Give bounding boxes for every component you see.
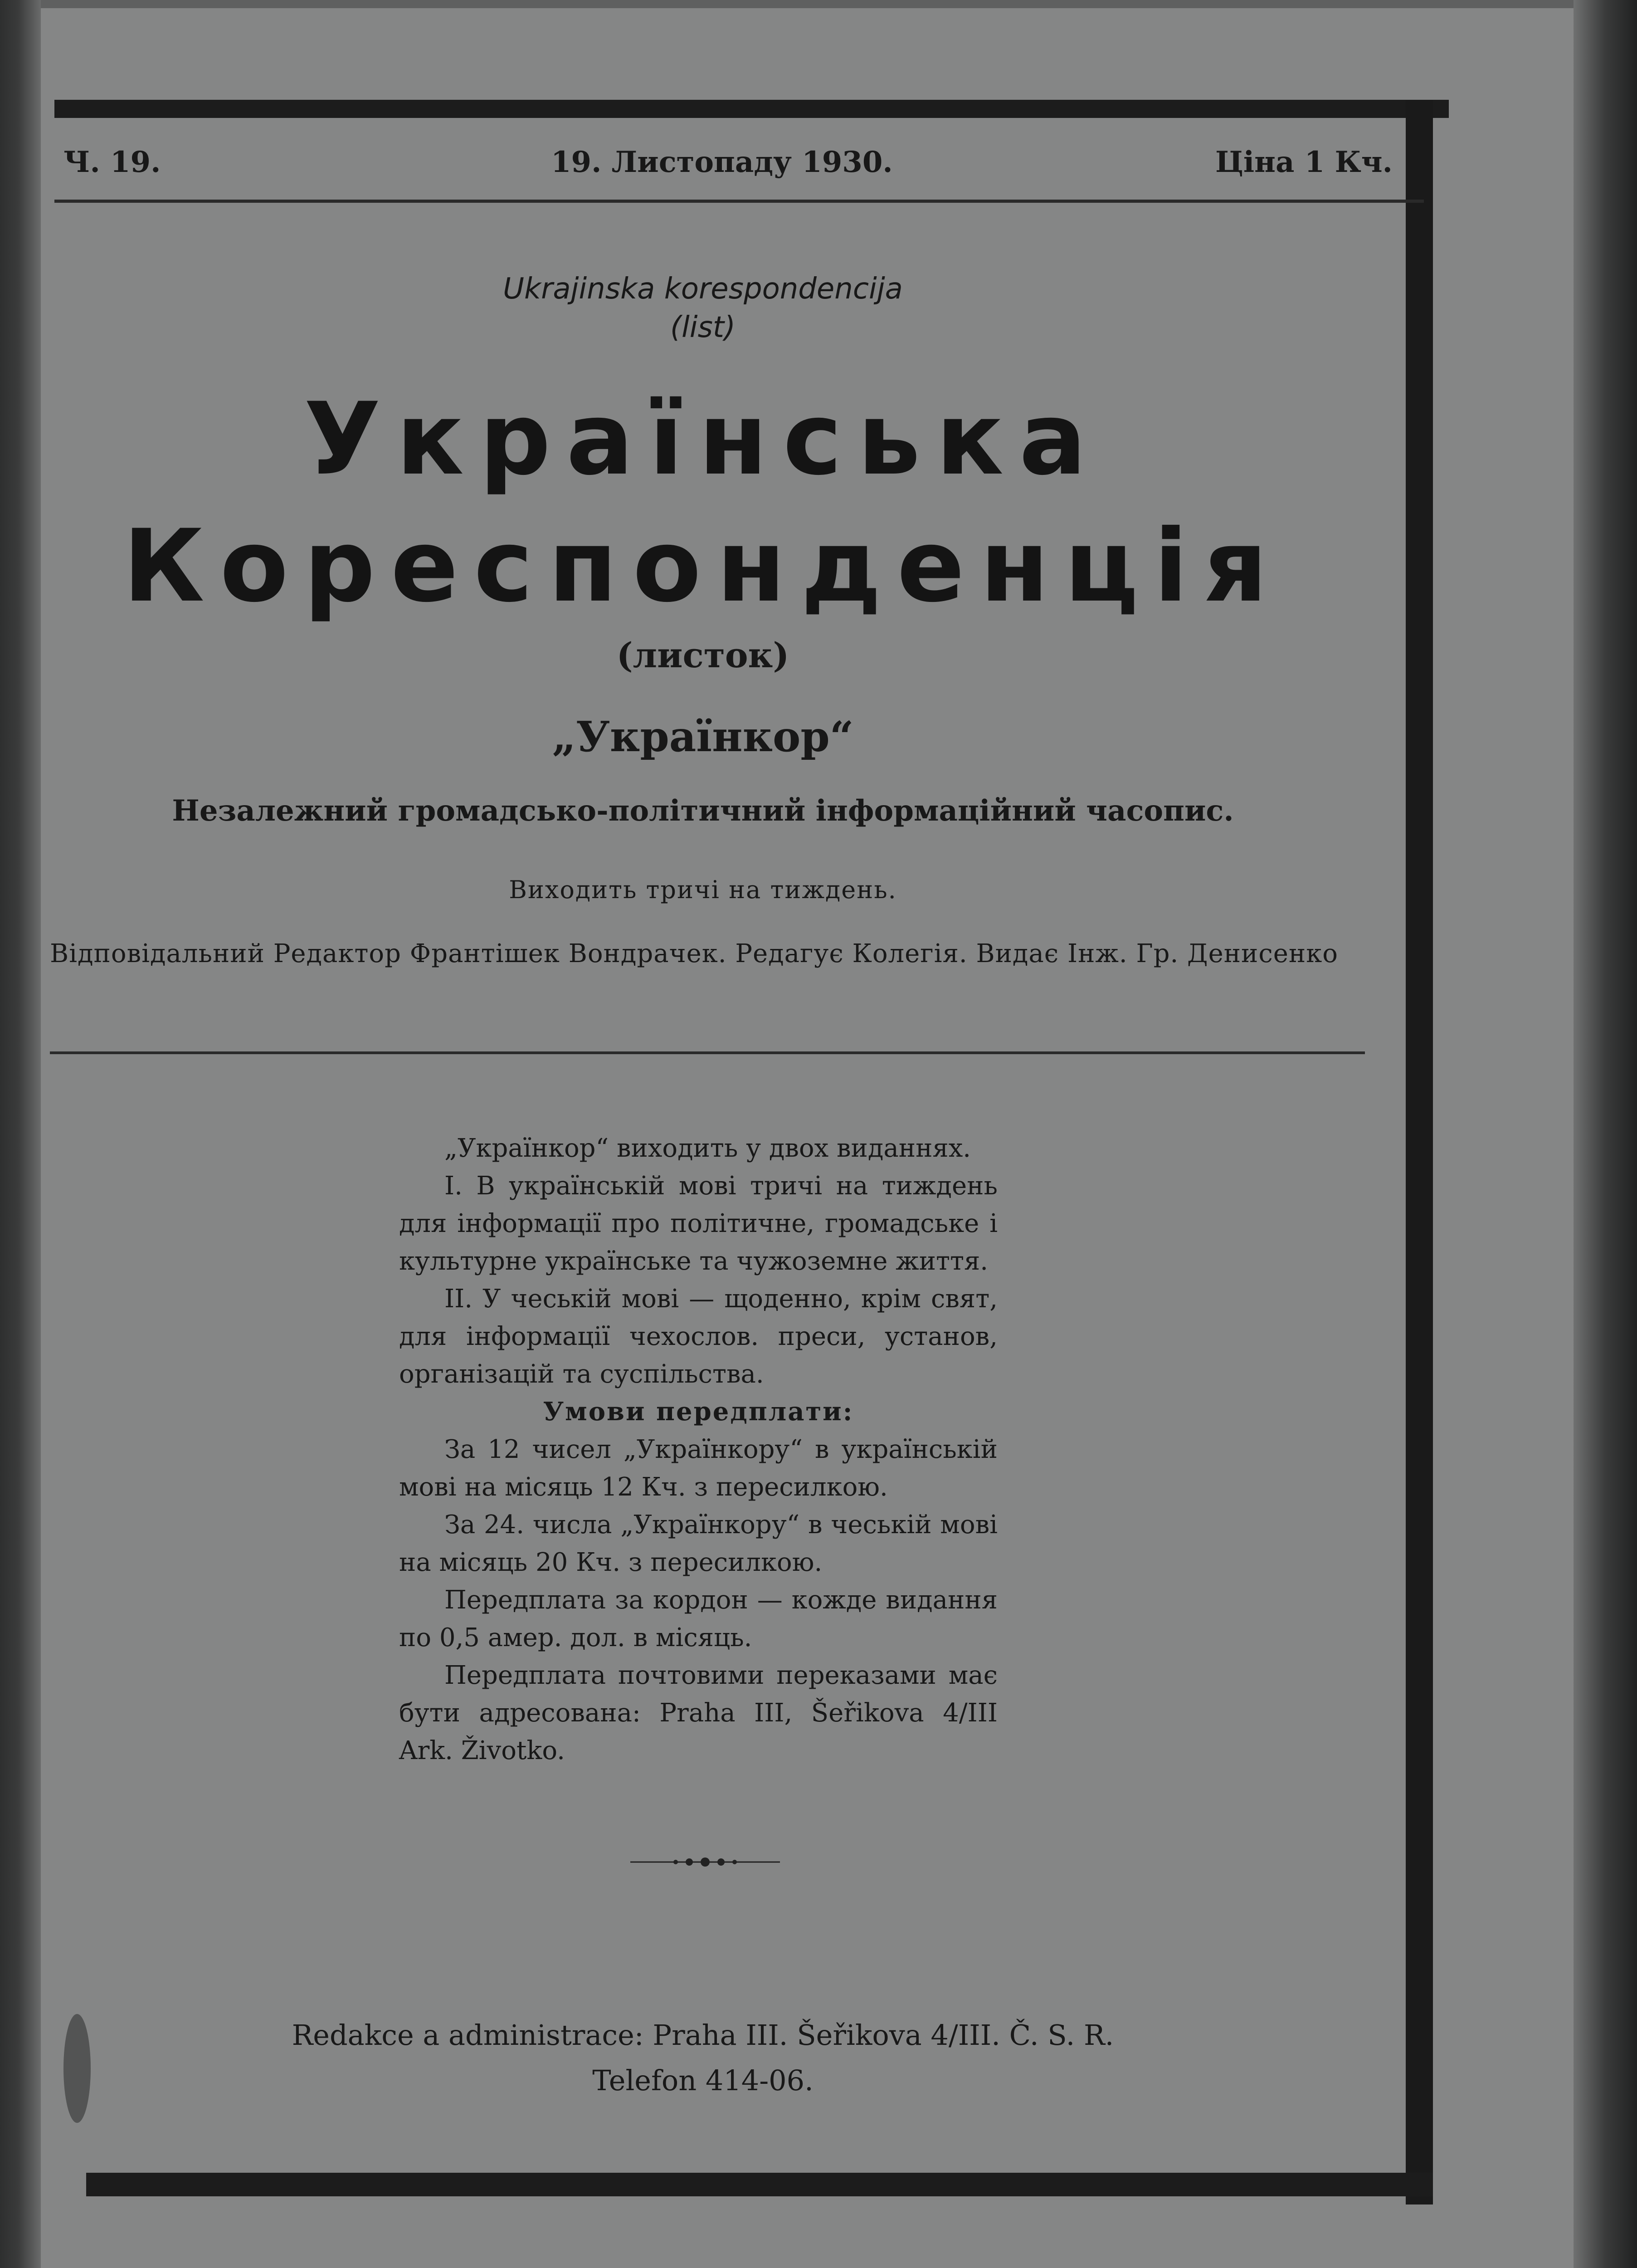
frame-top-border — [54, 100, 1449, 118]
masthead-title-line1: Українська — [304, 381, 1102, 497]
latin-title: Ukrajinska korespondencija — [503, 272, 903, 306]
scan-shadow-mark — [63, 2014, 91, 2123]
issue-price: Ціна 1 Кч. — [1215, 145, 1393, 179]
section-divider — [50, 1051, 1365, 1054]
masthead-subtitle: (листок) — [616, 635, 789, 675]
scan-right-edge — [1574, 0, 1637, 2268]
condition-4-paragraph: Передплата почтовими переказами має бути адресована: Praha III, Šeřikova 4/III Ark. Životko. — [399, 1661, 998, 1765]
masthead-description: Незалежний громадсько-політичний інформаційний часопис. — [172, 794, 1234, 828]
masthead-short-name: „Українкор“ — [552, 712, 854, 761]
issue-number: Ч. 19. — [63, 145, 161, 179]
edition-1-paragraph: I. В українській мові тричі на тиждень для інформації про політичне, громадське і культурне українське та чужоземне життя. — [399, 1171, 998, 1276]
frame-right-border — [1406, 100, 1433, 2204]
conditions-heading: Умови передплати: — [543, 1397, 854, 1427]
frame-bottom-border — [86, 2173, 1433, 2196]
subscription-info — [399, 1129, 998, 1769]
condition-2-paragraph: За 24. числа „Українкору“ в чеській мові на місяць 20 Кч. з пересилкою. — [399, 1510, 998, 1577]
edition-2-paragraph: II. У чеській мові — щоденно, крім свят, для інформації чехослов. преси, установ, організацій та суспільства. — [399, 1284, 998, 1389]
condition-3-paragraph: Передплата за кордон — кожде видання по 0,5 амер. дол. в місяць. — [399, 1585, 998, 1652]
publication-frequency: Виходить тричі на тиждень. — [509, 875, 897, 904]
editorial-staff: Відповідальний Редактор Франтішек Вондрачек. Редагує Колегія. Видає Інж. Гр. Денисенко — [50, 939, 1338, 968]
editorial-phone: Telefon 414-06. — [592, 2064, 814, 2097]
issue-date: 19. Листопаду 1930. — [551, 145, 893, 179]
latin-subtitle: (list) — [670, 311, 736, 344]
scan-top-edge — [0, 0, 1637, 8]
editorial-address: Redakce a administrace: Praha III. Šeřikova 4/III. Č. S. R. — [292, 2019, 1114, 2052]
ornament-divider-icon — [630, 1855, 780, 1871]
intro-paragraph: „Українкор“ виходить у двох виданнях. — [444, 1134, 971, 1163]
masthead-title-line2: Кореспонденція — [123, 508, 1283, 624]
header-rule — [54, 200, 1424, 203]
condition-1-paragraph: За 12 чисел „Українкору“ в українській мові на місяць 12 Кч. з пересилкою. — [399, 1435, 998, 1502]
